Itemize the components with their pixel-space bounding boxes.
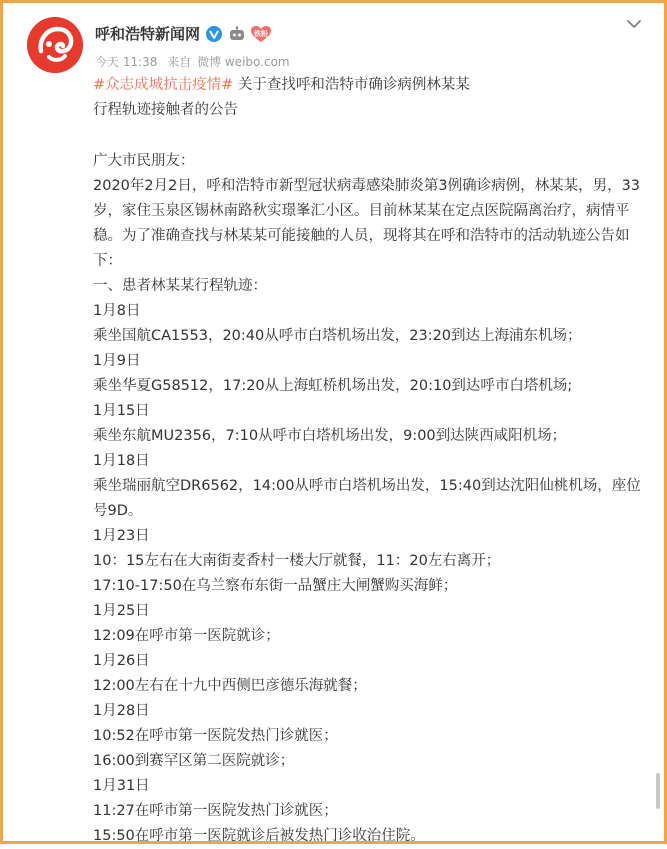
- scrollbar[interactable]: [656, 773, 660, 809]
- author-name[interactable]: 呼和浩特新闻网: [95, 25, 201, 43]
- source-prefix: 来自: [167, 55, 192, 69]
- itinerary-line: 1月26日: [93, 653, 150, 669]
- intro-paragraph: 2020年2月2日，呼和浩特市新型冠状病毒感染肺炎第3例确诊病例，林某某，男，33岁，家住玉泉区锡林南路秋实璟峯汇小区。目前林某某在定点医院隔离治疗，病情平稳。为了准确查找与林某某可能接触的人员，现将其在呼和浩特市的活动轨迹公告如下：: [93, 178, 641, 269]
- itinerary-line: 1月25日: [93, 603, 150, 619]
- avatar[interactable]: [27, 17, 83, 73]
- ram-logo-avatar: [27, 17, 83, 73]
- spacer: [93, 123, 653, 148]
- itinerary-line: 1月28日: [93, 703, 150, 719]
- post-title-line2: 行程轨迹接触者的公告: [93, 102, 238, 118]
- itinerary-line: 17:10-17:50在乌兰察布东街一品蟹庄大闸蟹购买海鲜；: [93, 578, 458, 594]
- itinerary-line: 1月8日: [93, 303, 141, 319]
- post-title: 关于查找呼和浩特市确诊病例林某某: [233, 77, 470, 93]
- fan-badge[interactable]: [250, 25, 272, 43]
- itinerary-line: 11:27在呼市第一医院发热门诊就医；: [93, 803, 338, 819]
- greeting: 广大市民朋友：: [93, 153, 195, 169]
- author-row: [95, 23, 272, 44]
- itinerary-line: 1月15日: [93, 403, 150, 419]
- verified-v-icon: [206, 26, 222, 42]
- itinerary-line: 乘坐国航CA1553，20:40从呼市白塔机场出发，23:20到达上海浦东机场；: [93, 328, 582, 344]
- itinerary-line: 1月9日: [93, 353, 141, 369]
- itinerary-line: 1月23日: [93, 528, 150, 544]
- itinerary-line: 12:09在呼市第一医院就诊；: [93, 628, 280, 644]
- itinerary-line: 乘坐瑞丽航空DR6562，14:00从呼市白塔机场出发，15:40到达沈阳仙桃机场，座位号9D。: [93, 478, 641, 519]
- post-title-line1: [93, 73, 653, 98]
- itinerary-line: 乘坐东航MU2356，7:10从呼市白塔机场出发，9:00到达陕西咸阳机场；: [93, 428, 567, 444]
- itinerary-line: 12:00左右在十九中西侧巴彦德乐海就餐；: [93, 678, 367, 694]
- post-source[interactable]: 微博 weibo.com: [197, 55, 290, 69]
- section-heading: 一、患者林某某行程轨迹：: [93, 278, 267, 294]
- robot-icon[interactable]: [228, 26, 246, 42]
- itinerary-line: 15:50在呼市第一医院就诊后被发热门诊收治住院。: [93, 828, 425, 844]
- topic-link[interactable]: #众志成城抗击疫情#: [93, 77, 234, 93]
- itinerary-line: 1月18日: [93, 453, 150, 469]
- fan-badge-label: 铁粉: [254, 29, 269, 38]
- itinerary-line: 乘坐华夏G58512，17:20从上海虹桥机场出发，20:10到达呼市白塔机场;: [93, 378, 573, 394]
- post-meta: [95, 53, 296, 70]
- itinerary-line: 16:00到赛罕区第二医院就诊；: [93, 753, 295, 769]
- chevron-down-icon[interactable]: [625, 15, 643, 33]
- itinerary-line: 10：15左右在大南街麦香村一楼大厅就餐，11：20左右离开；: [93, 553, 501, 569]
- post-time[interactable]: 今天 11:38: [95, 55, 158, 69]
- post-content: [93, 73, 653, 849]
- itinerary-line: 1月31日: [93, 778, 150, 794]
- itinerary-line: 10:52在呼市第一医院发热门诊就医；: [93, 728, 338, 744]
- post-header: [27, 15, 647, 71]
